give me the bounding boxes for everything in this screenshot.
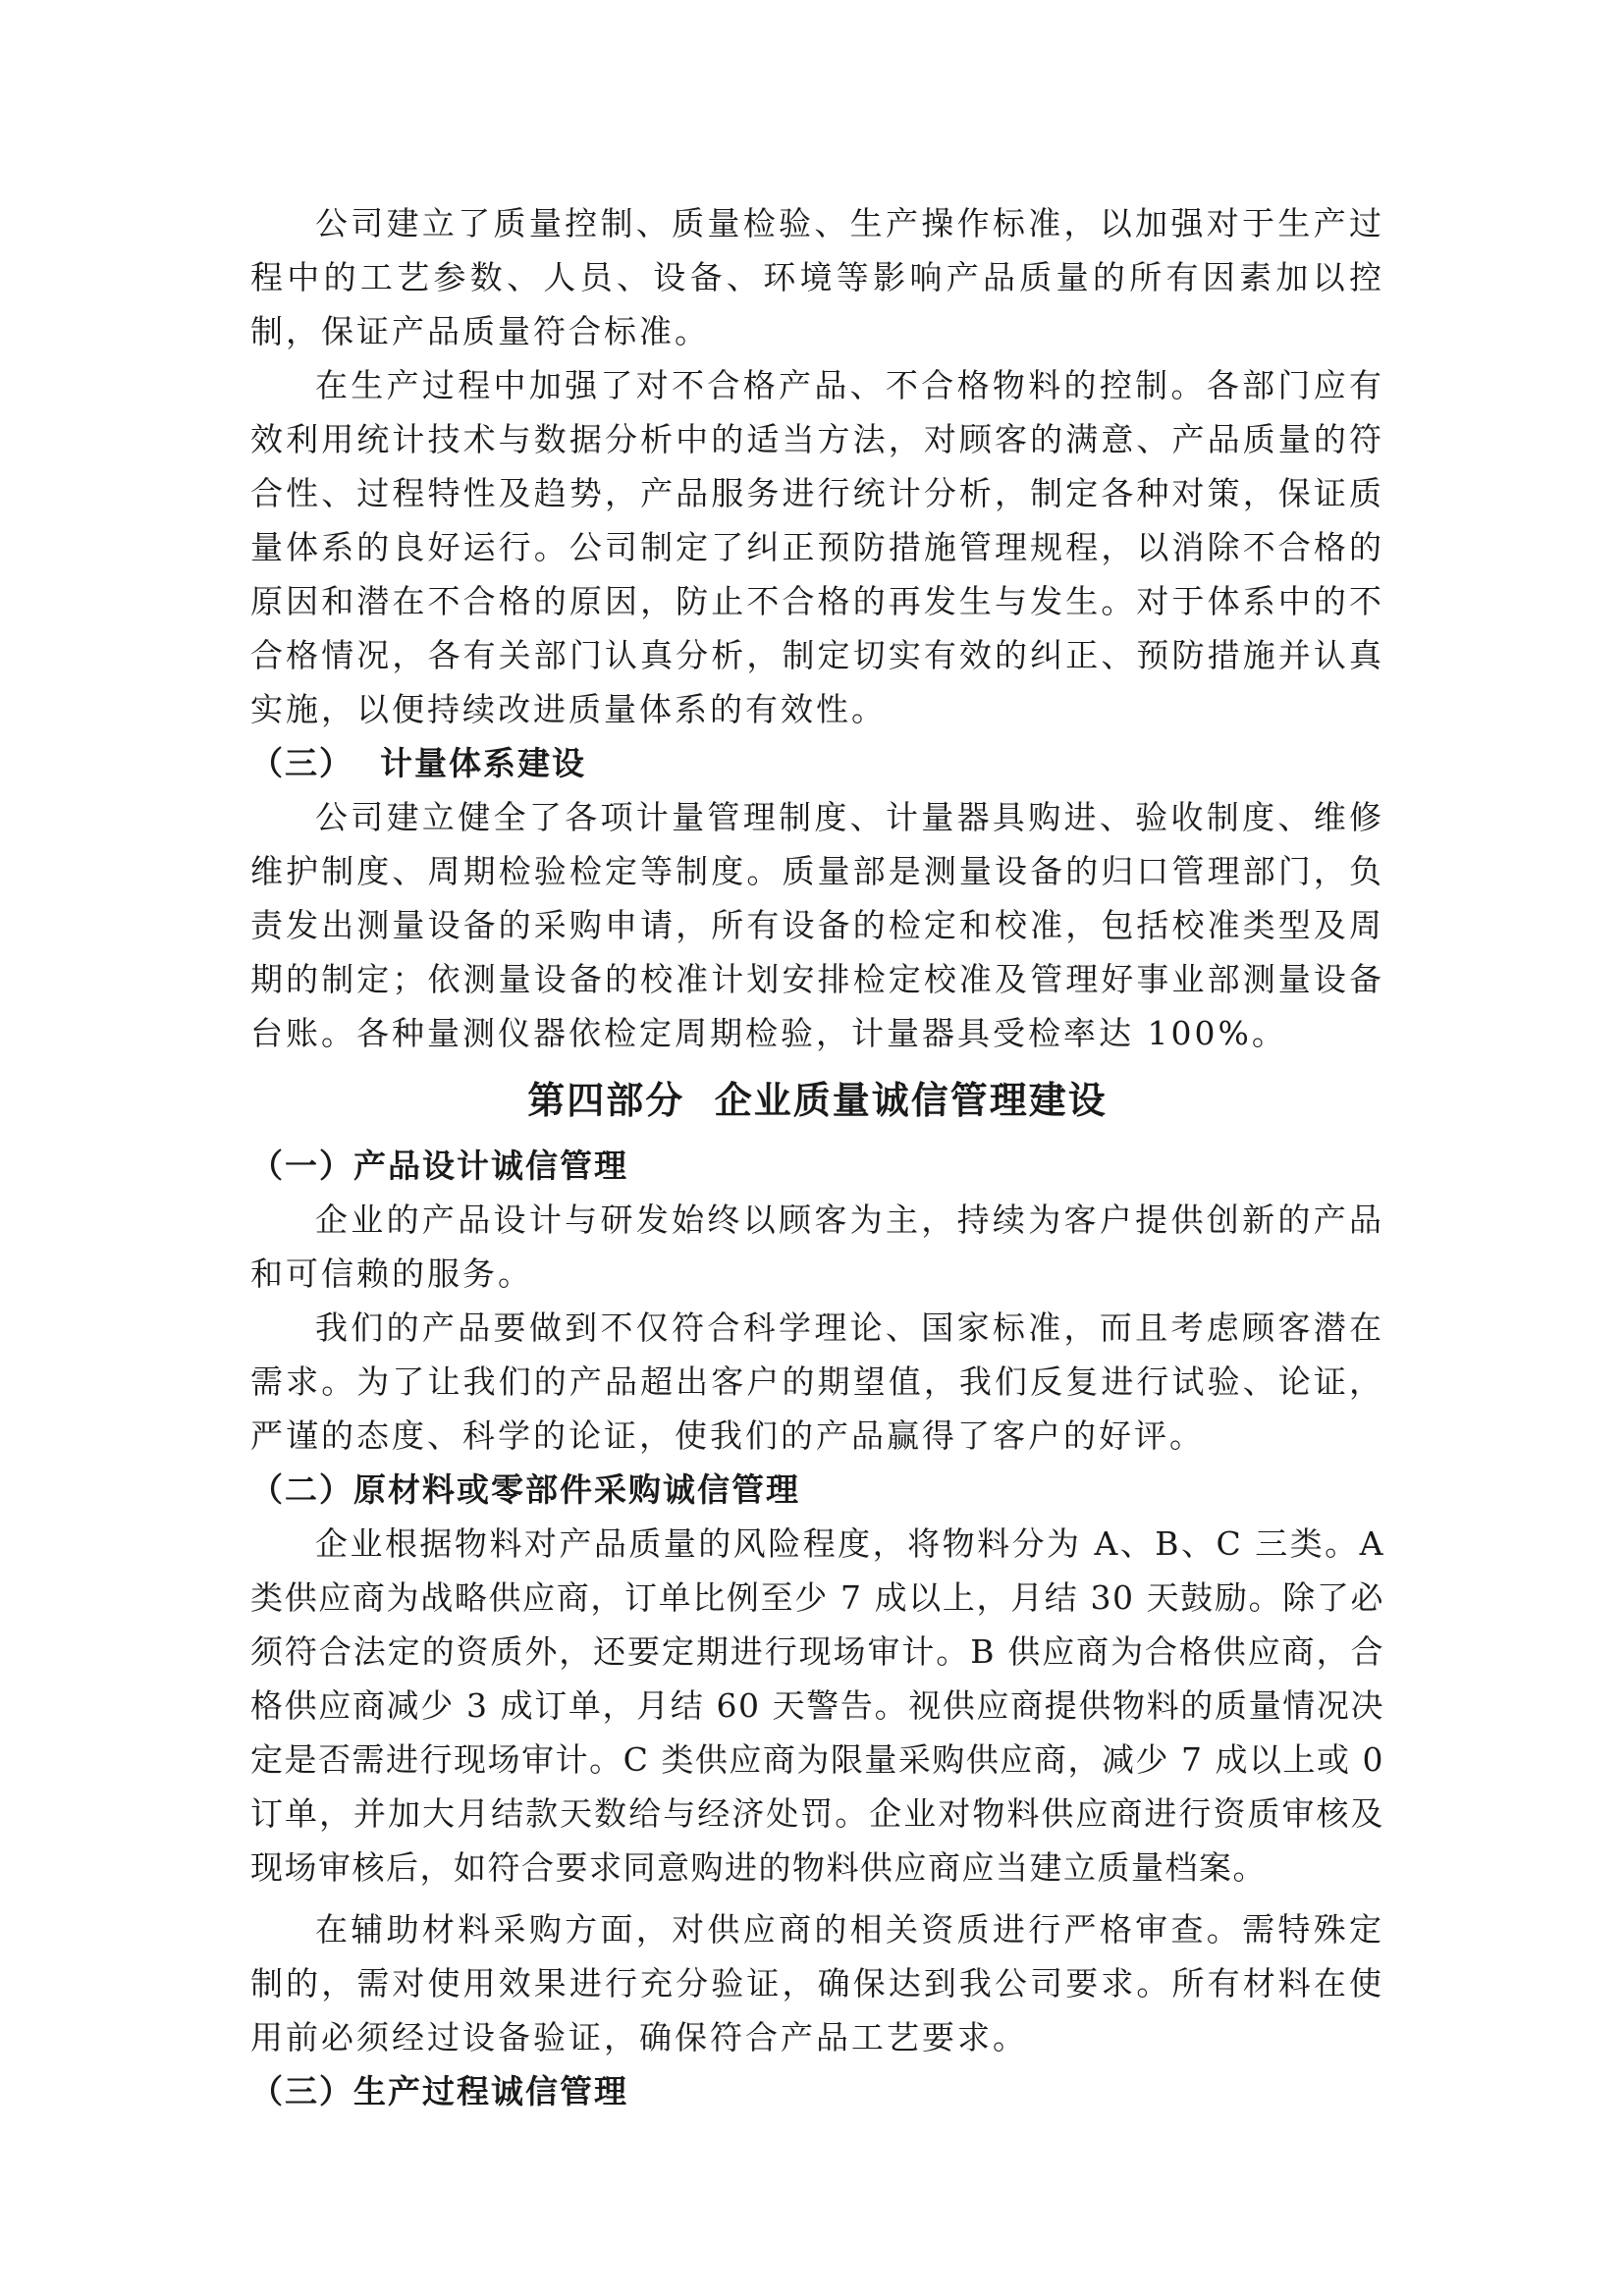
heading-product-design: （一）产品设计诚信管理: [250, 1147, 628, 1185]
paragraph-nonconforming-control: 在生产过程中加强了对不合格产品、不合格物料的控制。各部门应有效利用统计技术与数据分析中的适当方法，对顾客的满意、产品质量的符合性、过程特性及趋势，产品服务进行统计分析，制定各种对策，保证质量体系的良好运行。公司制定了纠正预防措施管理规程，以消除不合格的原因和潜在不合格的原因，防止不合格的再发生与发生。对于体系中的不合格情况，各有关部门认真分析，制定切实有效的纠正、预防措施并认真实施，以便持续改进质量体系的有效性。: [250, 366, 1384, 728]
document-page: [250, 196, 1384, 2118]
paragraph-design-customer: 企业的产品设计与研发始终以顾客为主，持续为客户提供创新的产品和可信赖的服务。: [250, 1201, 1384, 1293]
paragraph-gap: [250, 1895, 1384, 1902]
paragraph-metrology: 公司建立健全了各项计量管理制度、计量器具购进、验收制度、维修维护制度、周期检验检定等制度。质量部是测量设备的归口管理部门，负责发出测量设备的采购申请，所有设备的检定和校准，包括校准类型及周期的制定；依测量设备的校准计划安排检定校准及管理好事业部测量设备台账。各种量测仪器依检定周期检验，计量器具受检率达 100%。: [250, 798, 1384, 1052]
paragraph-quality-standards: 公司建立了质量控制、质量检验、生产操作标准，以加强对于生产过程中的工艺参数、人员、设备、环境等影响产品质量的所有因素加以控制，保证产品质量符合标准。: [250, 204, 1384, 350]
part-four-title: 第四部分 企业质量诚信管理建设: [527, 1078, 1108, 1122]
paragraph-design-standards: 我们的产品要做到不仅符合科学理论、国家标准，而且考虑顾客潜在需求。为了让我们的产品超出客户的期望值，我们反复进行试验、论证，严谨的态度、科学的论证，使我们的产品赢得了客户的好评。: [250, 1308, 1384, 1455]
paragraph-supplier-classes: 企业根据物料对产品质量的风险程度，将物料分为 A、B、C 三类。A 类供应商为战略供应商，订单比例至少 7 成以上，月结 30 天鼓励。除了必须符合法定的资质外，还要定期进行现场审计。B 供应商为合格供应商，合格供应商减少 3 成订单，月结 60 天警告。视供应商提供物料的质量情况决定是否需进行现场审计。C 类供应商为限量采购供应商，减少 7 成以上或 0 订单，并加大月结款天数给与经济处罚。企业对物料供应商进行资质审核及现场审核后，如符合要求同意购进的物料供应商应当建立质量档案。: [250, 1524, 1384, 1887]
heading-production-process: （三）生产过程诚信管理: [250, 2072, 628, 2110]
heading-metrology-system: （三） 计量体系建设: [250, 744, 586, 782]
paragraph-auxiliary-materials: 在辅助材料采购方面，对供应商的相关资质进行严格审查。需特殊定制的，需对使用效果进行充分验证，确保达到我公司要求。所有材料在使用前必须经过设备验证，确保符合产品工艺要求。: [250, 1910, 1384, 2056]
heading-procurement: （二）原材料或零部件采购诚信管理: [250, 1470, 800, 1509]
